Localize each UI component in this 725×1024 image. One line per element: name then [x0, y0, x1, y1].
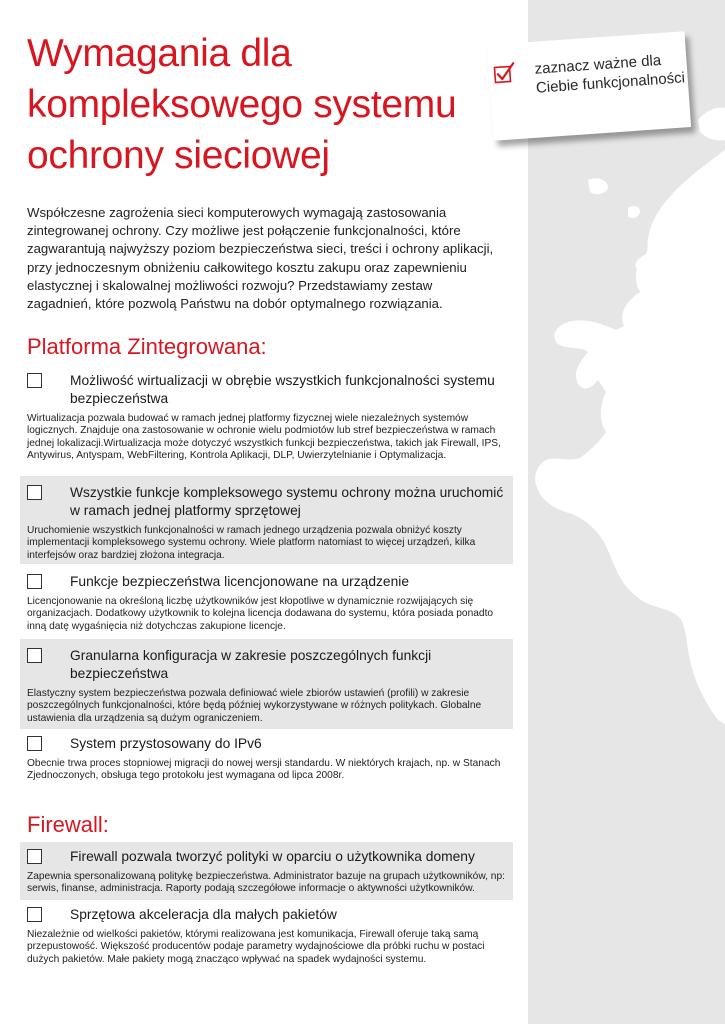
- checkbox[interactable]: [27, 648, 42, 663]
- checklist-item-user-policies: [20, 842, 513, 900]
- red-checkbox-icon: [492, 61, 518, 87]
- world-map-panel: [528, 0, 725, 1024]
- section-title-firewall: Firewall:: [27, 812, 109, 837]
- item-heading: Wszystkie funkcje kompleksowego systemu ochrony można uruchomić w ramach jednej platformy sprzętowej: [70, 485, 504, 518]
- europe-africa-map-graphic: [528, 0, 725, 1024]
- checkbox[interactable]: [27, 907, 42, 922]
- instruction-note: [487, 31, 691, 141]
- item-description: Elastyczny system bezpieczeństwa pozwala definiować wiele zbiorów ustawień (profili) w zakresie poszczególnych funkcjonalności, które będą później wykorzystywane w różnych politykach. Globalne ustawienia dla urządzenia są dużym ograniczeniem.: [27, 688, 482, 724]
- note-text: zaznacz ważne dla Ciebie funkcjonalności: [534, 51, 686, 97]
- checklist-item-granular-config: [20, 639, 513, 729]
- checklist-item-virtualization: [20, 372, 513, 463]
- checklist-item-device-licensing: [20, 573, 513, 633]
- item-description: Uruchomienie wszystkich funkcjonalności w ramach jednego urządzenia pozwala obniżyć koszty implementacji kompleksowego systemu ochrony. Wiele platform natomiast to więcej urządzeń, kilka interfejsów oraz bardziej złożona integracja.: [27, 525, 476, 561]
- checklist-item-ipv6: [20, 735, 513, 783]
- checkbox[interactable]: [27, 485, 42, 500]
- item-heading: Sprzętowa akceleracja dla małych pakietów: [70, 907, 337, 922]
- item-heading: Możliwość wirtualizacji w obrębie wszystkich funkcjonalności systemu bezpieczeństwa: [70, 373, 495, 406]
- item-description: Wirtualizacja pozwala budować w ramach jednej platformy fizycznej wiele niezależnych systemów logicznych. Znajduje ona zastosowanie w ochronie wielu podmiotów lub stref bezpieczeństwa w ramach jednej lokalizacji.Wirtualizacja może dotyczyć wszystkich funkcji bezpieczeństwa, takich jak Firewall, IPS, Antywirus, Antyspam, WebFiltering, Kontrola Aplikacji, DLP, Uwierzytelnianie i Optymalizacja.: [27, 413, 501, 462]
- page-title: Wymagania dla kompleksowego systemu ochrony sieciowej: [27, 32, 457, 177]
- item-description: Obecnie trwa proces stopniowej migracji do nowej wersji standardu. W niektórych krajach, np. w Stanach Zjednoczonych, obsługa tego protokołu jest wymagana od lipca 2008r.: [27, 758, 501, 782]
- checkbox[interactable]: [27, 373, 42, 388]
- item-description: Niezależnie od wielkości pakietów, którymi realizowana jest komunikacja, Firewall oferuje taką samą przepustowość. Większość producentów podaje parametry wydajnościowe dla próbki ruchu w postaci dużych pakietów. Małe pakiety mogą znacząco wpływać na spadek wydajności systemu.: [27, 929, 485, 965]
- item-heading: Granularna konfiguracja w zakresie poszczególnych funkcji bezpieczeństwa: [70, 648, 432, 681]
- checklist-item-single-platform: [20, 476, 513, 564]
- item-heading: Funkcje bezpieczeństwa licencjonowane na urządzenie: [70, 574, 409, 589]
- checklist-item-hw-acceleration: [20, 906, 513, 966]
- checkbox[interactable]: [27, 736, 42, 751]
- section-title-platforma: Platforma Zintegrowana:: [27, 334, 267, 359]
- item-description: Zapewnia spersonalizowaną politykę bezpieczeństwa. Administrator bazuje na grupach użytkowników, np: serwis, finanse, administracja. Raporty podają szczegółowe informacje o aktywności użytkowników.: [27, 871, 505, 895]
- item-description: Licencjonowanie na określoną liczbę użytkowników jest kłopotliwe w dynamicznie rozwijających się organizacjach. Dodatkowy użytkownik to kolejna licencja dodawana do systemu, która posiada ponadto inną datę wygaśnięcia niż dotychczas zakupione licencje.: [27, 596, 494, 632]
- intro-paragraph: Współczesne zagrożenia sieci komputerowych wymagają zastosowania zintegrowanej ochrony. Czy możliwe jest połączenie funkcjonalności, które zagwarantują najwyższy poziom bezpieczeństwa sieci, treści i ochrony aplikacji, przy jednoczesnym obniżeniu całkowitego kosztu zakupu oraz zapewnieniu elastycznej i skalowalnej możliwości rozwoju? Przedstawiamy zestaw zagadnień, które pozwolą Państwu na dobór optymalnego rozwiązania.: [27, 205, 494, 312]
- item-heading: System przystosowany do IPv6: [70, 736, 262, 751]
- checkbox[interactable]: [27, 849, 42, 864]
- item-heading: Firewall pozwala tworzyć polityki w oparciu o użytkownika domeny: [70, 849, 475, 864]
- checkbox[interactable]: [27, 574, 42, 589]
